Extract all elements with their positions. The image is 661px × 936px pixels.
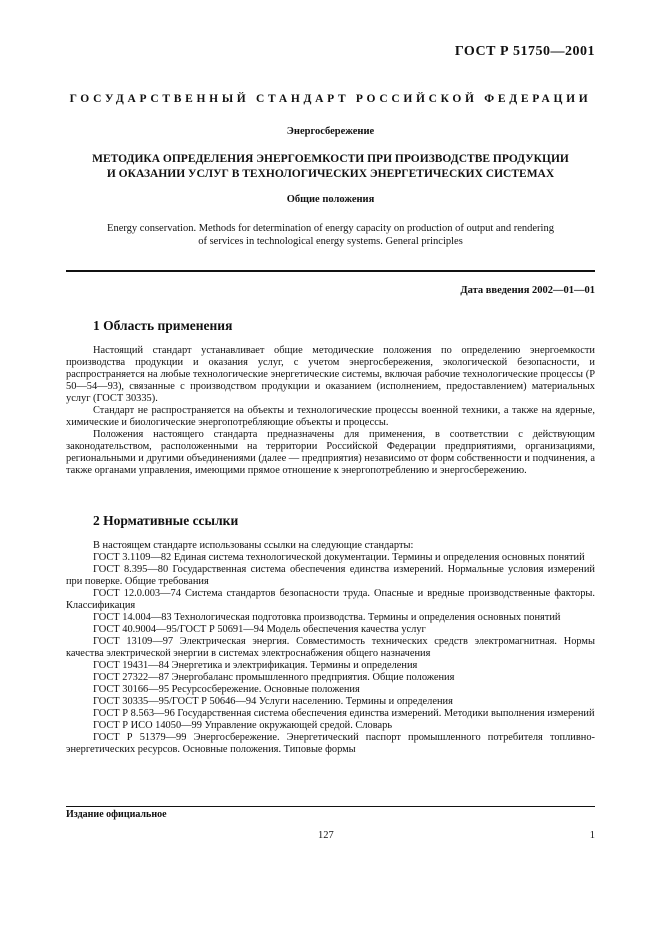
english-title-line: Energy conservation. Methods for determination of energy capacity on production of output and rendering [107,223,554,234]
sheet-number: 1 [589,830,595,841]
reference-item: ГОСТ 13109—97 Электрическая энергия. Совместимость технических средств электромагнитная. Нормы качества электрической энергии в системах электроснабжения общего назначения [66,636,595,659]
reference-item: ГОСТ 8.395—80 Государственная система обеспечения единства измерений. Нормальные условия измерений при поверке. Общие требования [66,564,595,587]
document-title-line: МЕТОДИКА ОПРЕДЕЛЕНИЯ ЭНЕРГОЕМКОСТИ ПРИ ПРОИЗВОДСТВЕ ПРОДУКЦИИ [92,153,569,165]
footer-divider [66,806,595,807]
section-heading-references: 2 Нормативные ссылки [93,513,239,528]
document-subtitle: Общие положения [286,194,375,205]
reference-item: ГОСТ 40.9004—95/ГОСТ Р 50691—94 Модель обеспечения качества услуг [93,624,426,635]
introduction-date: Дата введения 2002—01—01 [460,285,595,296]
reference-item: ГОСТ 14.004—83 Технологическая подготовка производства. Термины и определения основных понятий [93,612,561,623]
reference-item: ГОСТ 30166—95 Ресурсосбережение. Основные положения [93,684,360,695]
reference-item: ГОСТ Р ИСО 14050—99 Управление окружающей средой. Словарь [93,720,393,731]
standard-category: Энергосбережение [286,126,375,137]
reference-item: ГОСТ Р 51379—99 Энергосбережение. Энергетический паспорт промышленного потребителя топливно-энергетических ресурсов. Основные положения. Типовые формы [66,732,595,755]
section-body-scope [66,345,595,477]
reference-item: ГОСТ Р 8.563—96 Государственная система обеспечения единства измерений. Методики выполнения измерений [93,708,595,719]
reference-item: ГОСТ 27322—87 Энергобаланс промышленного предприятия. Общие положения [93,672,455,683]
gost-code: ГОСТ Р 51750—2001 [454,44,595,59]
section-heading-scope: 1 Область применения [93,318,233,333]
references-intro: В настоящем стандарте использованы ссылки на следующие стандарты: [93,540,414,551]
paragraph: Настоящий стандарт устанавливает общие методические положения по определению энергоемкости производства продукции и оказания услуг, с учетом энергосбережения, экологической безопасности, и распространяется на любые технологические энергетические системы, включая рабочие технологические процессы (Р 50—54—93), связанные с производством продукции и оказанием (исполнением, предоставлением) материальных услуг (ГОСТ 30335). [66,345,595,404]
reference-item: ГОСТ 12.0.003—74 Система стандартов безопасности труда. Опасные и вредные производственные факторы. Классификация [66,588,595,611]
state-standard-title: ГОСУДАРСТВЕННЫЙ СТАНДАРТ РОССИЙСКОЙ ФЕДЕРАЦИИ [69,93,592,105]
references-list [66,540,595,756]
document-title [62,152,599,182]
english-title-line: of services in technological energy systems. General principles [198,236,463,247]
paragraph: Стандарт не распространяется на объекты и технологические процессы военной техники, а также на ядерные, химические и биологические энергопотребляющие объекты и процессы. [66,405,595,428]
reference-item: ГОСТ 19431—84 Энергетика и электрификация. Термины и определения [93,660,418,671]
header-divider [66,270,595,272]
reference-item: ГОСТ 3.1109—82 Единая система технологической документации. Термины и определения основных понятий [93,552,585,563]
reference-item: ГОСТ 30335—95/ГОСТ Р 50646—94 Услуги населению. Термины и определения [93,696,453,707]
page-number: 127 [318,830,334,841]
english-title [62,222,599,248]
paragraph: Положения настоящего стандарта предназначены для применения, в соответствии с действующим законодательством, расположенными на территории Российской Федерации предприятиями, организациями, региональными и другими объединениями (далее — предприятия) независимо от форм собственности и подчинения, а также органами управления, имеющими прямое отношение к энергопотреблению и энергосбережению. [66,429,595,476]
document-title-line: И ОКАЗАНИИ УСЛУГ В ТЕХНОЛОГИЧЕСКИХ ЭНЕРГЕТИЧЕСКИХ СИСТЕМАХ [106,168,555,180]
official-edition-label: Издание официальное [66,809,167,820]
